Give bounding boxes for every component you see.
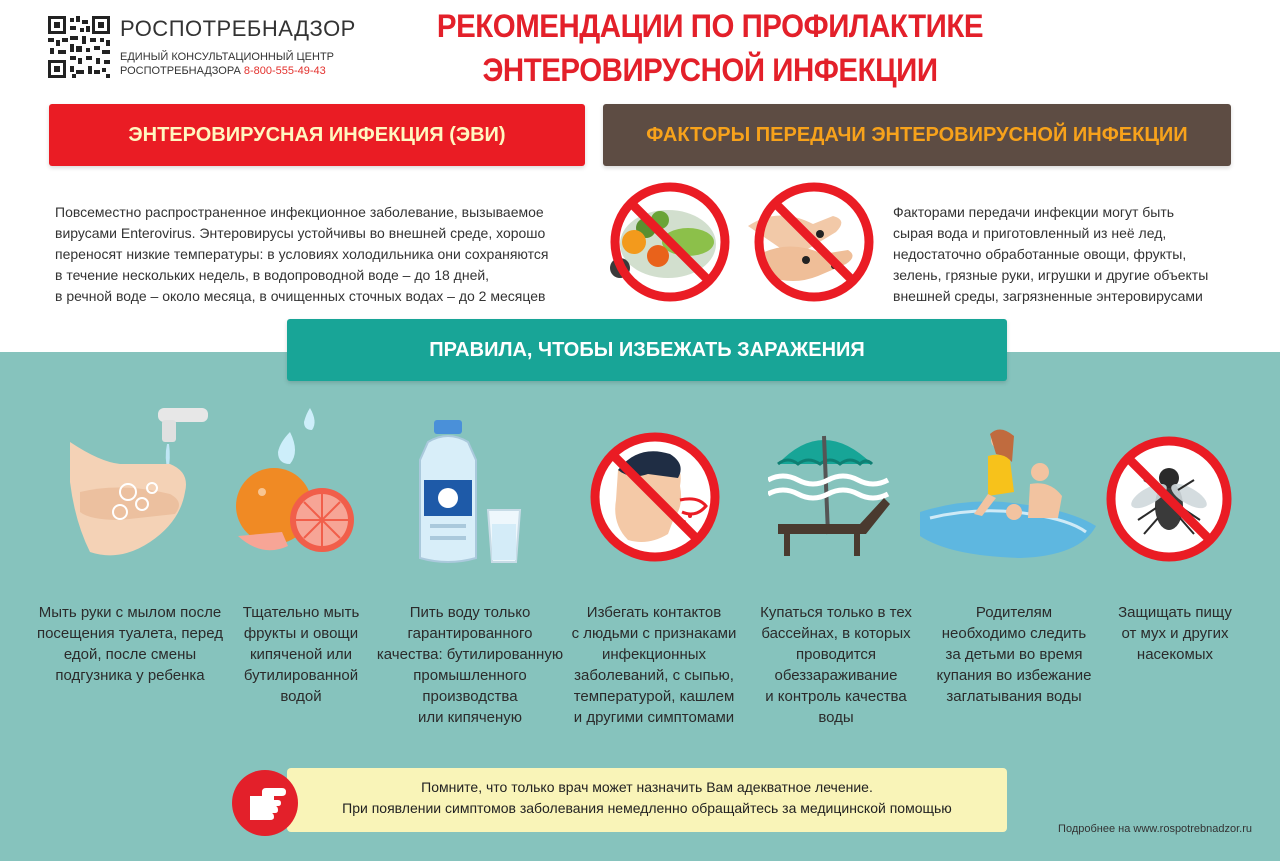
rule-text-line: качества: бутилированную: [376, 646, 564, 663]
pool-umbrella-icon: [768, 424, 892, 560]
qr-code-icon: [48, 16, 110, 78]
rule-text-line: и другими симптомами: [573, 709, 735, 726]
evi-text-line: переносят низкие температуры: в условиях холодильника они сохраняются: [55, 246, 549, 262]
rule-text-line: купания во избежание: [936, 667, 1092, 684]
org-name: РОСПОТРЕБНАДЗОР: [120, 16, 356, 41]
consult-center-name: РОСПОТРЕБНАДЗОРА: [120, 65, 241, 77]
evi-description: [55, 202, 585, 307]
page-title-line2: ЭНТЕРОВИРУСНОЙ ИНФЕКЦИИ: [482, 52, 938, 88]
rule-safe-pools: [752, 602, 920, 728]
rule-text-line: обеззараживание: [774, 667, 898, 684]
evi-text-line: в течение нескольких недель, в водопроводной воде – до 18 дней,: [55, 267, 490, 283]
rule-text-line: посещения туалета, перед: [36, 625, 224, 642]
rule-text-line: заболеваний, с сыпью,: [574, 667, 734, 684]
transmission-ban-icons: [598, 176, 883, 306]
rule-text-line: Мыть руки с мылом после: [38, 604, 222, 621]
rule-text-line: от мух и других: [1121, 625, 1229, 642]
rule-text-line: с людьми с признаками: [571, 625, 737, 642]
rule-text-line: или кипяченую: [417, 709, 523, 726]
evi-text-line: вирусами Enterovirus. Энтеровирусы устойчивы во внешней среде, хорошо: [55, 225, 546, 241]
page-title: [425, 4, 995, 92]
rule-text-line: Купаться только в тех: [760, 604, 912, 621]
rule-text-line: гарантированного: [407, 625, 533, 642]
factors-text-line: сырая вода и приготовленный из неё лед,: [893, 225, 1167, 241]
factors-description: [893, 202, 1243, 307]
bottled-water-icon: [414, 420, 524, 565]
children-swimming-icon: [910, 426, 1100, 566]
pointing-hand-icon: [232, 770, 298, 836]
rule-bottled-water: [372, 602, 568, 728]
factors-section-header: ФАКТОРЫ ПЕРЕДАЧИ ЭНТЕРОВИРУСНОЙ ИНФЕКЦИИ: [603, 104, 1231, 166]
rule-avoid-sick: [566, 602, 742, 728]
fly-ban-icon: [1104, 434, 1234, 564]
notice-line1: Помните, что только врач может назначить Вам адекватное лечение.: [421, 779, 873, 795]
rule-text-line: водой: [280, 688, 322, 705]
rule-text-line: воды: [818, 709, 854, 726]
rule-protect-food: [1108, 602, 1242, 665]
fruit-washing-icon: [232, 408, 362, 568]
rule-text-line: заглатывания воды: [946, 688, 1082, 705]
rule-text-line: бассейнах, в которых: [761, 625, 911, 642]
rule-text-line: Тщательно мыть: [242, 604, 360, 621]
hand-washing-icon: [50, 402, 210, 572]
website-link[interactable]: Подробнее на www.rospotrebnadzor.ru: [1058, 823, 1252, 835]
rule-text-line: Родителям: [975, 604, 1053, 621]
sick-person-ban-icon: [588, 430, 722, 564]
factors-text-line: внешней среды, загрязненные энтеровирусами: [893, 288, 1203, 304]
rule-text-line: бутилированной: [243, 667, 359, 684]
rule-text-line: производства: [422, 688, 518, 705]
evi-section-header: ЭНТЕРОВИРУСНАЯ ИНФЕКЦИЯ (ЭВИ): [49, 104, 585, 166]
factors-text-line: Факторами передачи инфекции могут быть: [893, 204, 1175, 220]
rule-text-line: Избегать контактов: [586, 604, 722, 621]
rule-text-line: проводится: [795, 646, 877, 663]
rule-text-line: и контроль качества: [765, 688, 907, 705]
rospotrebnadzor-logo: [48, 16, 356, 78]
rule-text-line: промышленного: [413, 667, 527, 684]
rule-fruit-washing: [232, 602, 370, 707]
rule-text-line: за детьми во время: [945, 646, 1083, 663]
rule-text-line: Пить воду только: [409, 604, 531, 621]
rule-text-line: насекомых: [1136, 646, 1214, 663]
page-title-line1: РЕКОМЕНДАЦИИ ПО ПРОФИЛАКТИКЕ: [436, 8, 984, 44]
rule-watch-children: [924, 602, 1104, 707]
dirty-hands-ban-icon: [748, 187, 869, 297]
notice-line2: При появлении симптомов заболевания немедленно обращайтесь за медицинской помощью: [342, 800, 952, 816]
rule-text-line: фрукты и овощи: [243, 625, 359, 642]
rule-text-line: необходимо следить: [941, 625, 1087, 642]
rule-text-line: кипяченой или: [249, 646, 353, 663]
rule-hand-washing: [30, 602, 230, 686]
rule-text-line: Защищать пищу: [1118, 604, 1232, 621]
consult-center-line2: [120, 64, 356, 78]
rule-text-line: едой, после смены: [63, 646, 197, 663]
rule-text-line: подгузника у ребенка: [55, 667, 205, 684]
hotline-phone[interactable]: 8-800-555-49-43: [243, 65, 326, 77]
rule-text-line: инфекционных: [601, 646, 707, 663]
unwashed-vegetables-ban-icon: [610, 187, 725, 297]
rules-section-header: ПРАВИЛА, ЧТОБЫ ИЗБЕЖАТЬ ЗАРАЖЕНИЯ: [287, 319, 1007, 381]
evi-text-line: в речной воде – около месяца, в очищенных сточных водах – до 2 месяцев: [55, 288, 546, 304]
evi-text-line: Повсеместно распространенное инфекционное заболевание, вызываемое: [55, 204, 544, 220]
factors-text-line: зелень, грязные руки, игрушки и другие объекты: [893, 267, 1209, 283]
factors-text-line: недостаточно обработанные овощи, фрукты,: [893, 246, 1187, 262]
consult-center-line1: ЕДИНЫЙ КОНСУЛЬТАЦИОННЫЙ ЦЕНТР: [120, 51, 335, 63]
doctor-notice: [287, 768, 1007, 832]
rule-text-line: температурой, кашлем: [573, 688, 735, 705]
